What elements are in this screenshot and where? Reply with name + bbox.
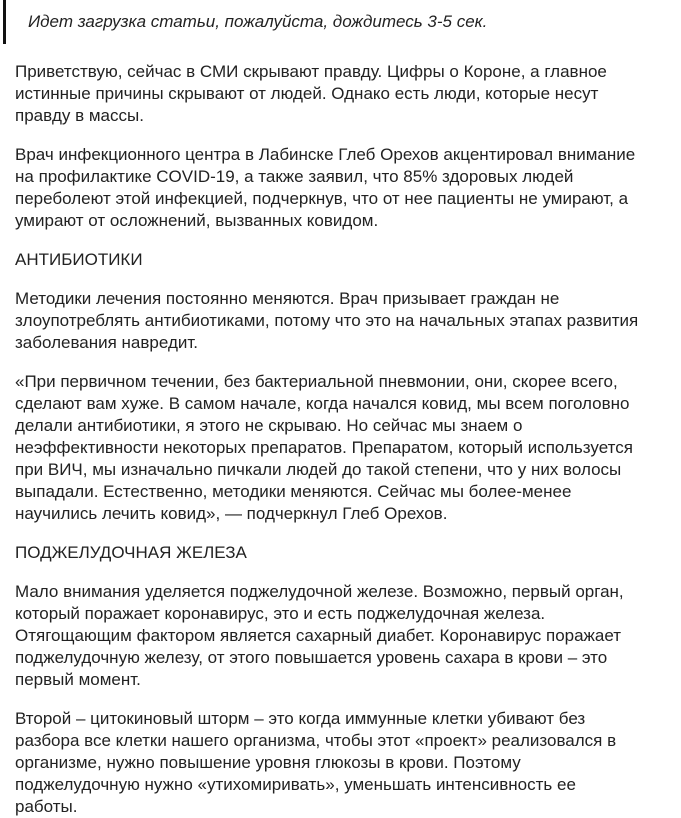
loading-notice: Идет загрузка статьи, пожалуйста, дождитесь 3-5 сек. <box>3 0 681 44</box>
text-line: злоупотреблять антибиотиками, потому что это на начальных этапах развития <box>15 311 639 330</box>
text-line: сделают вам хуже. В самом начале, когда начался ковид, мы всем поголовно <box>15 394 630 413</box>
paragraph <box>15 581 681 691</box>
text-line: на профилактике COVID-19, а также заявил, что 85% здоровых людей <box>15 167 574 186</box>
text-line: поджелудочную нужно «утихомиривать», уменьшать интенсивность ее <box>15 775 576 794</box>
text-line: ПОДЖЕЛУДОЧНАЯ ЖЕЛЕЗА <box>15 543 247 562</box>
text-line: при ВИЧ, мы изначально пичкали людей до такой степени, что у них волосы <box>15 460 622 479</box>
text-line: делали антибиотики, я этого не скрываю. Но сейчас мы знаем о <box>15 416 523 435</box>
text-line: заболевания навредит. <box>15 333 198 352</box>
text-line: истинные причины скрывают от людей. Однако есть люди, которые несут <box>15 84 599 103</box>
paragraph <box>15 288 681 354</box>
text-line: который поражает коронавирус, это и есть поджелудочная железа. <box>15 604 546 623</box>
text-line: Методики лечения постоянно меняются. Врач призывает граждан не <box>15 289 560 308</box>
text-line: Второй – цитокиновый шторм – это когда иммунные клетки убивают без <box>15 709 586 728</box>
text-line: АНТИБИОТИКИ <box>15 250 143 269</box>
text-line: Врач инфекционного центра в Лабинске Глеб Орехов акцентировал внимание <box>15 145 636 164</box>
text-line: первый момент. <box>15 670 141 689</box>
section-heading <box>15 542 681 564</box>
paragraph <box>15 61 681 127</box>
text-line: работы. <box>15 797 78 816</box>
paragraph <box>15 371 681 525</box>
text-line: организме, нужно повышение уровня глюкозы в крови. Поэтому <box>15 753 521 772</box>
text-line: переболеют этой инфекцией, подчеркнув, что от нее пациенты не умирают, а <box>15 189 629 208</box>
text-line: Мало внимания уделяется поджелудочной железе. Возможно, первый орган, <box>15 582 624 601</box>
text-line: Отягощающим фактором является сахарный диабет. Коронавирус поражает <box>15 626 622 645</box>
text-line: правду в массы. <box>15 106 144 125</box>
text-line: «При первичном течении, без бактериальной пневмонии, они, скорее всего, <box>15 372 618 391</box>
section-heading <box>15 249 681 271</box>
text-line: умирают от осложнений, вызванных ковидом. <box>15 211 379 230</box>
text-line: научились лечить ковид», — подчеркнул Глеб Орехов. <box>15 504 448 523</box>
text-line: неэффективности некоторых препаратов. Препаратом, который используется <box>15 438 633 457</box>
article-body <box>0 61 681 818</box>
text-line: Приветствую, сейчас в СМИ скрывают правду. Цифры о Короне, а главное <box>15 62 607 81</box>
text-line: разбора все клетки нашего организма, чтобы этот «проект» реализовался в <box>15 731 617 750</box>
paragraph <box>15 144 681 232</box>
text-line: выпадали. Естественно, методики меняются. Сейчас мы более-менее <box>15 482 572 501</box>
text-line: поджелудочную железу, от этого повышается уровень сахара в крови – это <box>15 648 608 667</box>
